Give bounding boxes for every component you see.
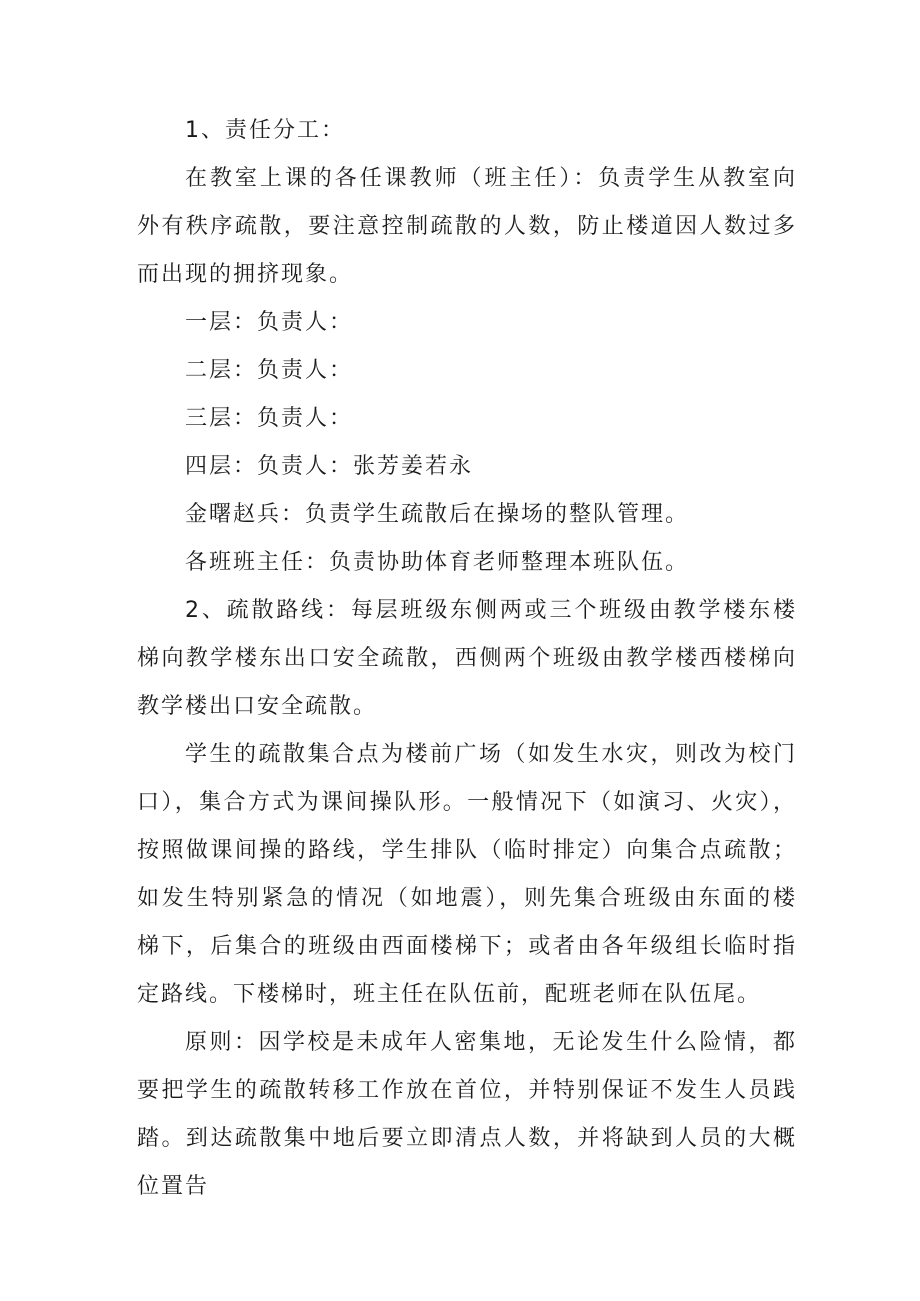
floor-1-responsible: 一层：负责人： <box>185 310 354 335</box>
floor-4-responsible: 四层：负责人：张芳姜若永 <box>185 454 474 479</box>
document-body <box>137 107 797 1211</box>
floor-3-responsible: 三层：负责人： <box>185 406 354 431</box>
paragraph-assembly-point: 学生的疏散集合点为楼前广场（如发生水灾，则改为校门口），集合方式为课间操队形。一般情况下（如演习、火灾），按照做课间操的路线，学生排队（临时排定）向集合点疏散；如发生特别紧急的情况（如地震），则先集合班级由东面的楼梯下，后集合的班级由西面楼梯下；或者由各年级组长临时指定路线。下楼梯时，班主任在队伍前，配班老师在队伍尾。 <box>137 742 797 1007</box>
paragraph-head-teachers: 各班班主任：负责协助体育老师整理本班队伍。 <box>185 550 690 575</box>
paragraph-teacher-duty: 在教室上课的各任课教师（班主任）：负责学生从教室向外有秩序疏散，要注意控制疏散的人数，防止楼道因人数过多而出现的拥挤现象。 <box>137 166 797 287</box>
paragraph-evacuation-route: 2、疏散路线：每层班级东侧两或三个班级由教学楼东楼梯向教学楼东出口安全疏散，西侧两个班级由教学楼西楼梯向教学楼出口安全疏散。 <box>137 598 797 719</box>
paragraph-principle: 原则：因学校是未成年人密集地，无论发生什么险情，都要把学生的疏散转移工作放在首位，并特别保证不发生人员践踏。到达疏散集中地后要立即清点人数，并将缺到人员的大概位置告 <box>137 1030 797 1199</box>
section-heading-responsibility: 1、责任分工： <box>185 118 345 143</box>
floor-2-responsible: 二层：负责人： <box>185 358 354 383</box>
paragraph-playground-management: 金曙赵兵：负责学生疏散后在操场的整队管理。 <box>185 502 690 527</box>
